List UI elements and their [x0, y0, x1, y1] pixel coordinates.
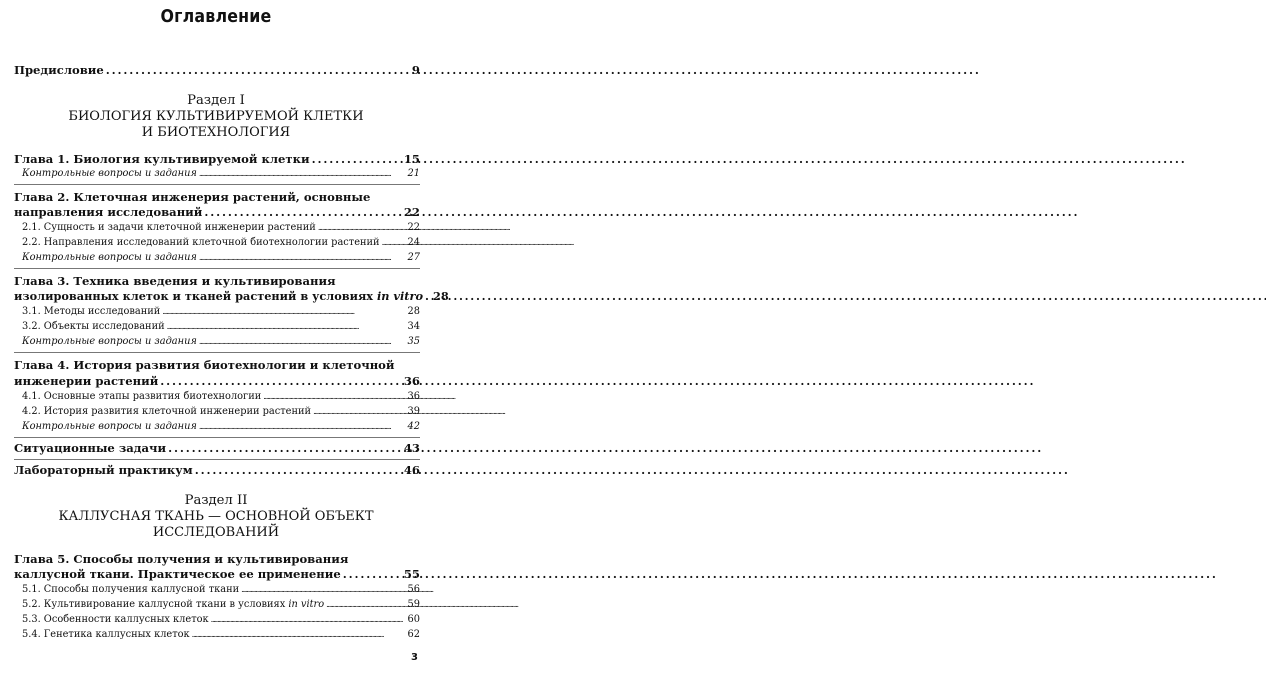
- item-label: 3.2. Объекты исследований: [22, 321, 165, 332]
- toc-page-number: 36: [403, 374, 420, 388]
- toc-page-number: 42: [407, 421, 420, 432]
- leader-dots: [318, 221, 406, 235]
- leader-dots: [313, 405, 405, 419]
- toc-page-number: 24: [407, 237, 420, 248]
- leader-dots: [343, 567, 402, 581]
- divider: [14, 459, 420, 460]
- toc-page-number: 36: [407, 391, 420, 402]
- toc-item[interactable]: [22, 221, 420, 235]
- toc-chapter-5[interactable]: [14, 567, 420, 581]
- toc-questions[interactable]: [22, 251, 420, 265]
- leader-dots: [204, 205, 401, 219]
- leader-dots: [106, 63, 410, 77]
- toc-page-number: 21: [407, 168, 420, 179]
- toc-item[interactable]: [22, 628, 420, 642]
- toc-item[interactable]: [22, 390, 420, 404]
- item-label: 3.1. Методы исследований: [22, 306, 161, 317]
- toc-page-number: 55: [403, 567, 420, 581]
- chapter-label: [14, 289, 423, 303]
- item-label-text: 5.2. Культивирование каллусной ткани в условиях: [22, 599, 286, 610]
- leader-dots: [168, 441, 402, 455]
- leader-dots: [199, 167, 406, 181]
- leader-dots: [192, 628, 406, 642]
- item-label: 5.4. Генетика каллусных клеток: [22, 629, 190, 640]
- toc-entry-label: Лабораторный практикум: [14, 463, 193, 477]
- toc-questions[interactable]: [22, 167, 420, 181]
- item-label: 2.2. Направления исследований клеточной биотехнологии растений: [22, 237, 380, 248]
- toc-page-number: 28: [432, 289, 449, 303]
- leader-dots: [199, 251, 406, 265]
- leader-dots: [326, 598, 405, 612]
- leader-dots: [160, 374, 402, 388]
- questions-label: Контрольные вопросы и задания: [22, 168, 197, 179]
- divider: [14, 268, 420, 269]
- toc-page-number: 43: [403, 441, 420, 455]
- toc-chapter-4[interactable]: [14, 374, 420, 388]
- questions-label: Контрольные вопросы и задания: [22, 252, 197, 263]
- toc-page-number: 22: [407, 222, 420, 233]
- toc-item[interactable]: [22, 405, 420, 419]
- toc-item[interactable]: [22, 305, 420, 319]
- chapter-label: направления исследований: [14, 205, 203, 219]
- toc-item[interactable]: [22, 613, 420, 627]
- divider: [14, 437, 420, 438]
- leader-dots: [312, 152, 402, 166]
- toc-entry-situational[interactable]: [14, 441, 420, 455]
- chapter-title-line: Глава 3. Техника введения и культивирования: [14, 274, 336, 288]
- chapter-label: инженерии растений: [14, 374, 159, 388]
- leader-dots: [425, 289, 431, 303]
- leader-dots: [263, 390, 405, 404]
- toc-entry-label: Ситуационные задачи: [14, 441, 167, 455]
- leader-dots: [162, 305, 405, 319]
- toc-page-number: 60: [407, 614, 420, 625]
- chapter-label: каллусной ткани. Практическое ее применение: [14, 567, 341, 581]
- page-title: Оглавление: [160, 6, 272, 27]
- section-title-line: ИССЛЕДОВАНИЙ: [152, 525, 280, 540]
- toc-chapter-1[interactable]: [14, 152, 420, 166]
- leader-dots: [211, 613, 406, 627]
- chapter-title-line: Глава 4. История развития биотехнологии и клеточной: [14, 358, 395, 372]
- toc-item[interactable]: [22, 598, 420, 612]
- item-label: 5.3. Особенности каллусных клеток: [22, 614, 209, 625]
- toc-page-number: 46: [403, 463, 420, 477]
- chapter-title-line: Глава 2. Клеточная инженерия растений, основные: [14, 190, 371, 204]
- toc-page-number: 34: [407, 321, 420, 332]
- toc-page-number: 28: [407, 306, 420, 317]
- toc-page-number: 9: [411, 63, 420, 77]
- toc-page-number: 15: [403, 152, 420, 166]
- toc-page-number: 62: [407, 629, 420, 640]
- chapter-label-italic: in vitro: [376, 289, 423, 303]
- leader-dots: [382, 236, 406, 250]
- toc-page-number: 35: [407, 336, 420, 347]
- leader-dots: [199, 335, 406, 349]
- section-title-line: БИОЛОГИЯ КУЛЬТИВИРУЕМОЙ КЛЕТКИ: [68, 109, 364, 124]
- toc-chapter-2[interactable]: [14, 205, 420, 219]
- toc-page-number: 27: [407, 252, 420, 263]
- toc-page-number: 59: [407, 599, 420, 610]
- item-label: 2.1. Сущность и задачи клеточной инженерии растений: [22, 222, 316, 233]
- toc-entry-preface[interactable]: [14, 63, 420, 77]
- leader-dots: [241, 583, 405, 597]
- toc-item[interactable]: [22, 583, 420, 597]
- toc-entry-label: Предисловие: [14, 63, 104, 77]
- leader-dots: [195, 463, 402, 477]
- item-label: 4.2. История развития клеточной инженерии растений: [22, 406, 312, 417]
- divider: [14, 184, 420, 185]
- toc-page-number: 22: [403, 205, 420, 219]
- item-label: [22, 598, 324, 612]
- chapter-title-line: Глава 5. Способы получения и культивирования: [14, 552, 349, 566]
- page-number: 3: [411, 652, 418, 663]
- toc-page-number: 39: [407, 406, 420, 417]
- section-title-line: И БИОТЕХНОЛОГИЯ: [141, 125, 291, 140]
- toc-item[interactable]: [22, 320, 420, 334]
- item-label: 4.1. Основные этапы развития биотехнологии: [22, 391, 262, 402]
- toc-chapter-3[interactable]: [14, 289, 449, 303]
- leader-dots: [199, 420, 406, 434]
- questions-label: Контрольные вопросы и задания: [22, 336, 197, 347]
- questions-label: Контрольные вопросы и задания: [22, 421, 197, 432]
- chapter-label: Глава 1. Биология культивируемой клетки: [14, 152, 310, 166]
- toc-item[interactable]: [22, 236, 420, 250]
- section-heading: Раздел II: [184, 493, 248, 508]
- item-label-italic: in vitro: [288, 599, 325, 610]
- toc-page: [0, 0, 449, 675]
- section-heading: Раздел I: [187, 93, 245, 108]
- leader-dots: [167, 320, 406, 334]
- toc-page-number: 56: [407, 584, 420, 595]
- item-label: 5.1. Способы получения каллусной ткани: [22, 584, 240, 595]
- toc-questions[interactable]: [22, 420, 420, 434]
- toc-questions[interactable]: [22, 335, 420, 349]
- chapter-label-text: изолированных клеток и тканей растений в условиях: [14, 289, 374, 303]
- section-title-line: КАЛЛУСНАЯ ТКАНЬ — ОСНОВНОЙ ОБЪЕКТ: [58, 509, 374, 524]
- divider: [14, 352, 420, 353]
- toc-entry-lab[interactable]: [14, 463, 420, 477]
